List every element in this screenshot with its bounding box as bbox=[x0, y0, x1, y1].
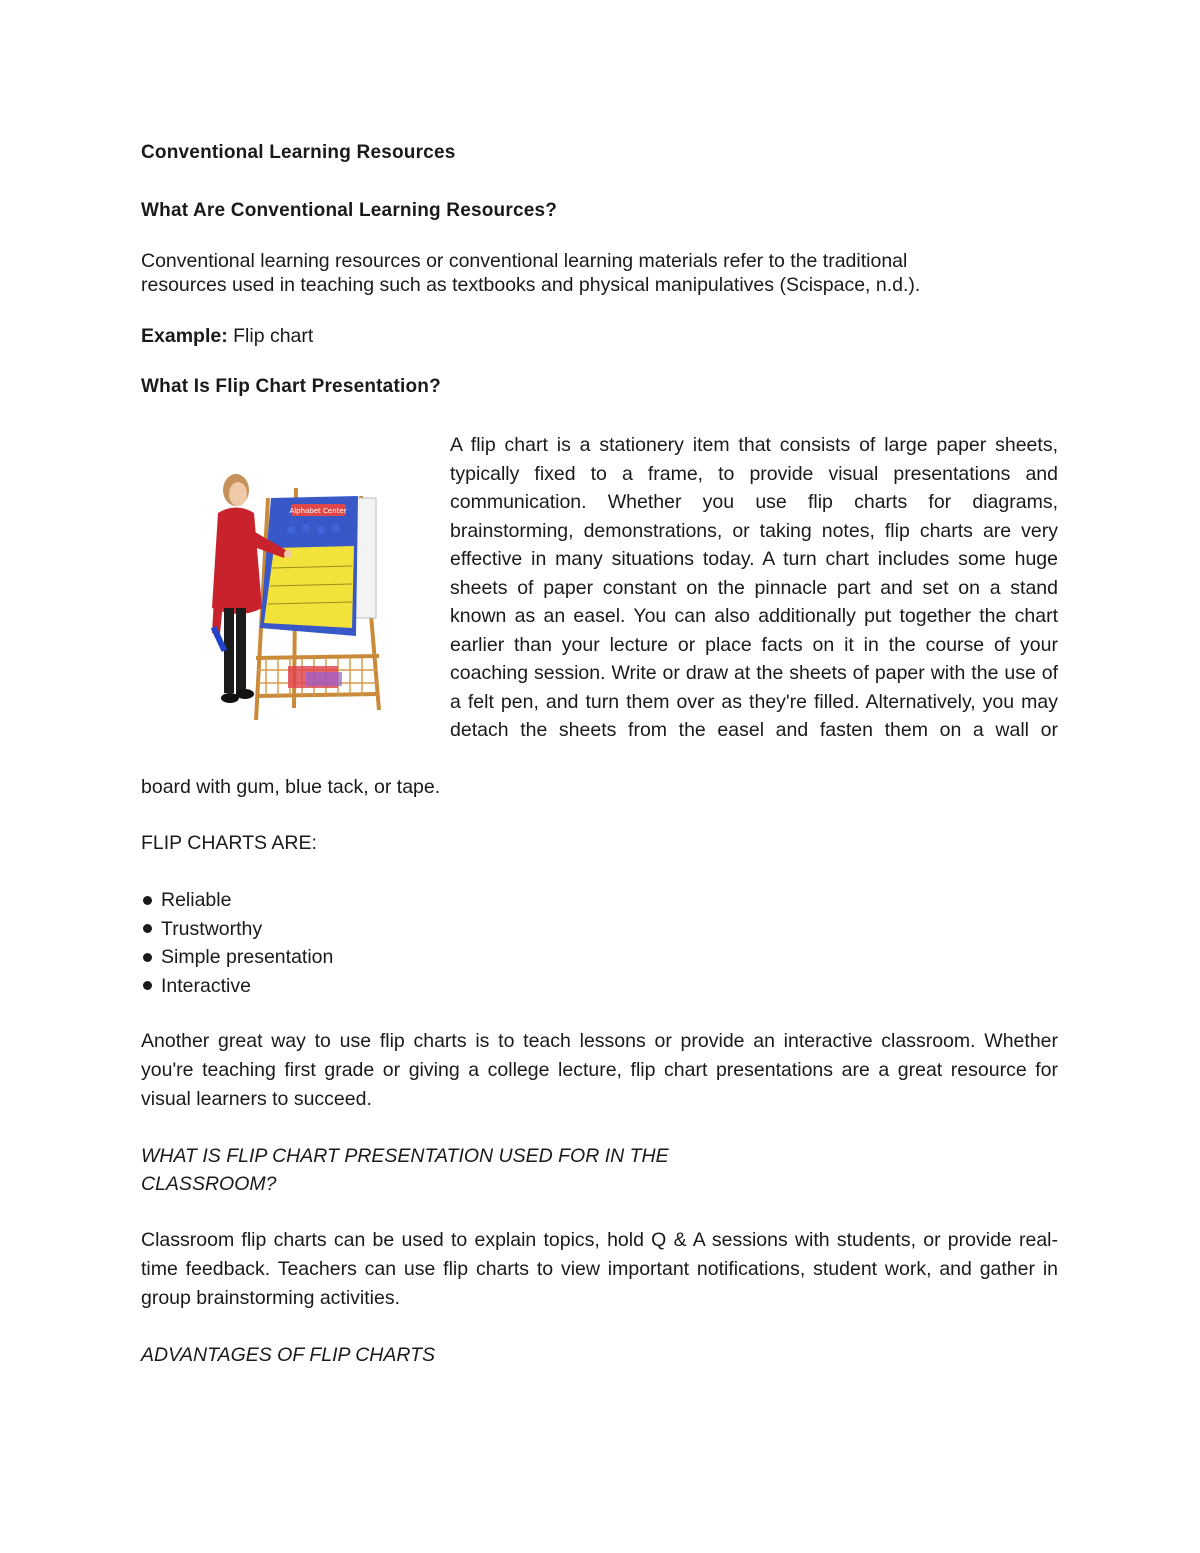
flip-chart-illustration bbox=[196, 458, 441, 728]
bullet-icon bbox=[143, 924, 152, 933]
chart-sheet-title: Alphabet Center bbox=[289, 507, 347, 515]
classroom-paragraph: Classroom flip charts can be used to explain topics, hold Q & A sessions with students, or provide real-time feedback. Teachers can use flip charts to view important notifications, student work, and gather in group brainstorming activities. bbox=[141, 1229, 1058, 1309]
bullet-icon bbox=[143, 981, 152, 990]
section1-heading: What Are Conventional Learning Resources? bbox=[141, 200, 558, 221]
section1-body-line1: Conventional learning resources or conventional learning materials refer to the traditional bbox=[141, 250, 908, 272]
list-item: Simple presentation bbox=[141, 943, 333, 972]
document-title: Conventional Learning Resources bbox=[141, 142, 456, 163]
another-way-paragraph: Another great way to use flip charts is to teach lessons or provide an interactive classroom. Whether you're teaching first grade or giving a college lecture, flip chart presentations are a great resource for visual learners to succeed. bbox=[141, 1030, 1058, 1110]
list-item: Trustworthy bbox=[141, 915, 333, 944]
list-item: Interactive bbox=[141, 972, 333, 1001]
section1-body-line2: resources used in teaching such as textbooks and physical manipulatives (Scispace, n.d.). bbox=[141, 274, 921, 296]
flip-charts-are-heading: FLIP CHARTS ARE: bbox=[141, 832, 317, 854]
classroom-heading-line1: WHAT IS FLIP CHART PRESENTATION USED FOR IN THE bbox=[141, 1145, 669, 1167]
flip-chart-description: A flip chart is a stationery item that consists of large paper sheets, typically fixed to a frame, to provide visual presentations and communication. Whether you use flip charts for diagrams, brainstorming, demonstrations, or taking notes, flip charts are very effective in many situations today. A turn chart includes some huge sheets of paper constant on the pinnacle part and set on a stand known as an easel. You can also additionally put together the chart earlier than your lecture or place facts on it in the course of your coaching session. Write or draw at the sheets of paper with the use of a felt pen, and turn them over as they're filled. Alternatively, you may detach the sheets from the easel and fasten them on a wall or bbox=[450, 434, 1058, 741]
advantages-heading: ADVANTAGES OF FLIP CHARTS bbox=[141, 1344, 436, 1366]
bullet-icon bbox=[143, 896, 152, 905]
example-label: Example: bbox=[141, 325, 228, 347]
section2-heading: What Is Flip Chart Presentation? bbox=[141, 376, 441, 397]
flip-charts-qualities-list bbox=[141, 886, 333, 1000]
example-value: Flip chart bbox=[227, 325, 314, 347]
list-item: Reliable bbox=[141, 886, 333, 915]
flip-chart-teacher-image bbox=[196, 458, 441, 728]
classroom-heading-line2: CLASSROOM? bbox=[141, 1173, 277, 1195]
flip-chart-description-tail: board with gum, blue tack, or tape. bbox=[141, 776, 441, 798]
example-line bbox=[141, 324, 313, 348]
bullet-icon bbox=[143, 953, 152, 962]
